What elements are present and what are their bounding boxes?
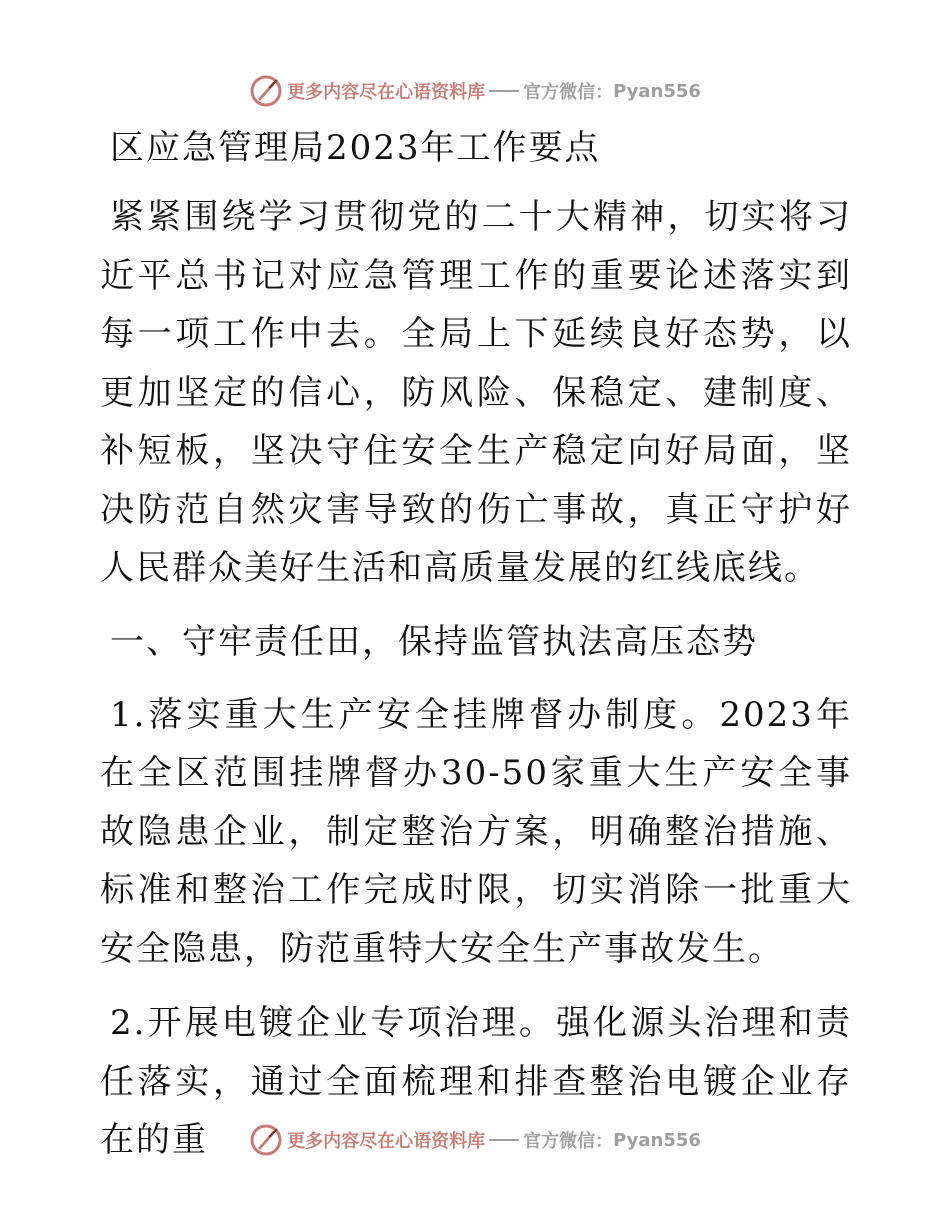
page-title: 区应急管理局2023年工作要点	[110, 128, 601, 168]
watermark-official-label: 官方微信：	[523, 82, 614, 103]
document-body	[100, 120, 852, 1186]
intro-paragraph: 紧紧围绕学习贯彻党的二十大精神，切实将习近平总书记对应急管理工作的重要论述落实到每一项工作中去。全局上下延续良好态势，以更加坚定的信心，防风险、保稳定、建制度、补短板，坚决守住安全生产稳定向好局面，坚决防范自然灾害导致的伤亡事故，真正守护好人民群众美好生活和高质量发展的红线底线。	[100, 197, 852, 588]
section-heading-1: 一、守牢责任田，保持监管执法高压态势	[110, 621, 758, 662]
item-2-paragraph: 2.开展电镀企业专项治理。强化源头治理和责任落实，通过全面梳理和排查整治电镀企业存在的重	[100, 1003, 852, 1160]
watermark-dash	[489, 90, 519, 92]
watermark-wechat-id: Pyan556	[613, 1129, 701, 1151]
watermark-footer	[0, 1122, 950, 1158]
watermark-brand-text: 更多内容尽在心语资料库	[287, 82, 486, 103]
watermark-brand-text: 更多内容尽在心语资料库	[287, 1131, 486, 1152]
watermark-official-label: 官方微信：	[523, 1131, 614, 1152]
watermark-header	[0, 73, 950, 109]
quill-logo-icon	[249, 74, 283, 108]
item-1-paragraph: 1.落实重大生产安全挂牌督办制度。2023年在全区范围挂牌督办30-50家重大生产安全事故隐患企业，制定整治方案，明确整治措施、标准和整治工作完成时限，切实消除一批重大安全隐患，防范重特大安全生产事故发生。	[100, 694, 852, 969]
watermark-dash	[489, 1139, 519, 1141]
watermark-wechat-id: Pyan556	[613, 80, 701, 102]
quill-logo-icon	[249, 1123, 283, 1157]
